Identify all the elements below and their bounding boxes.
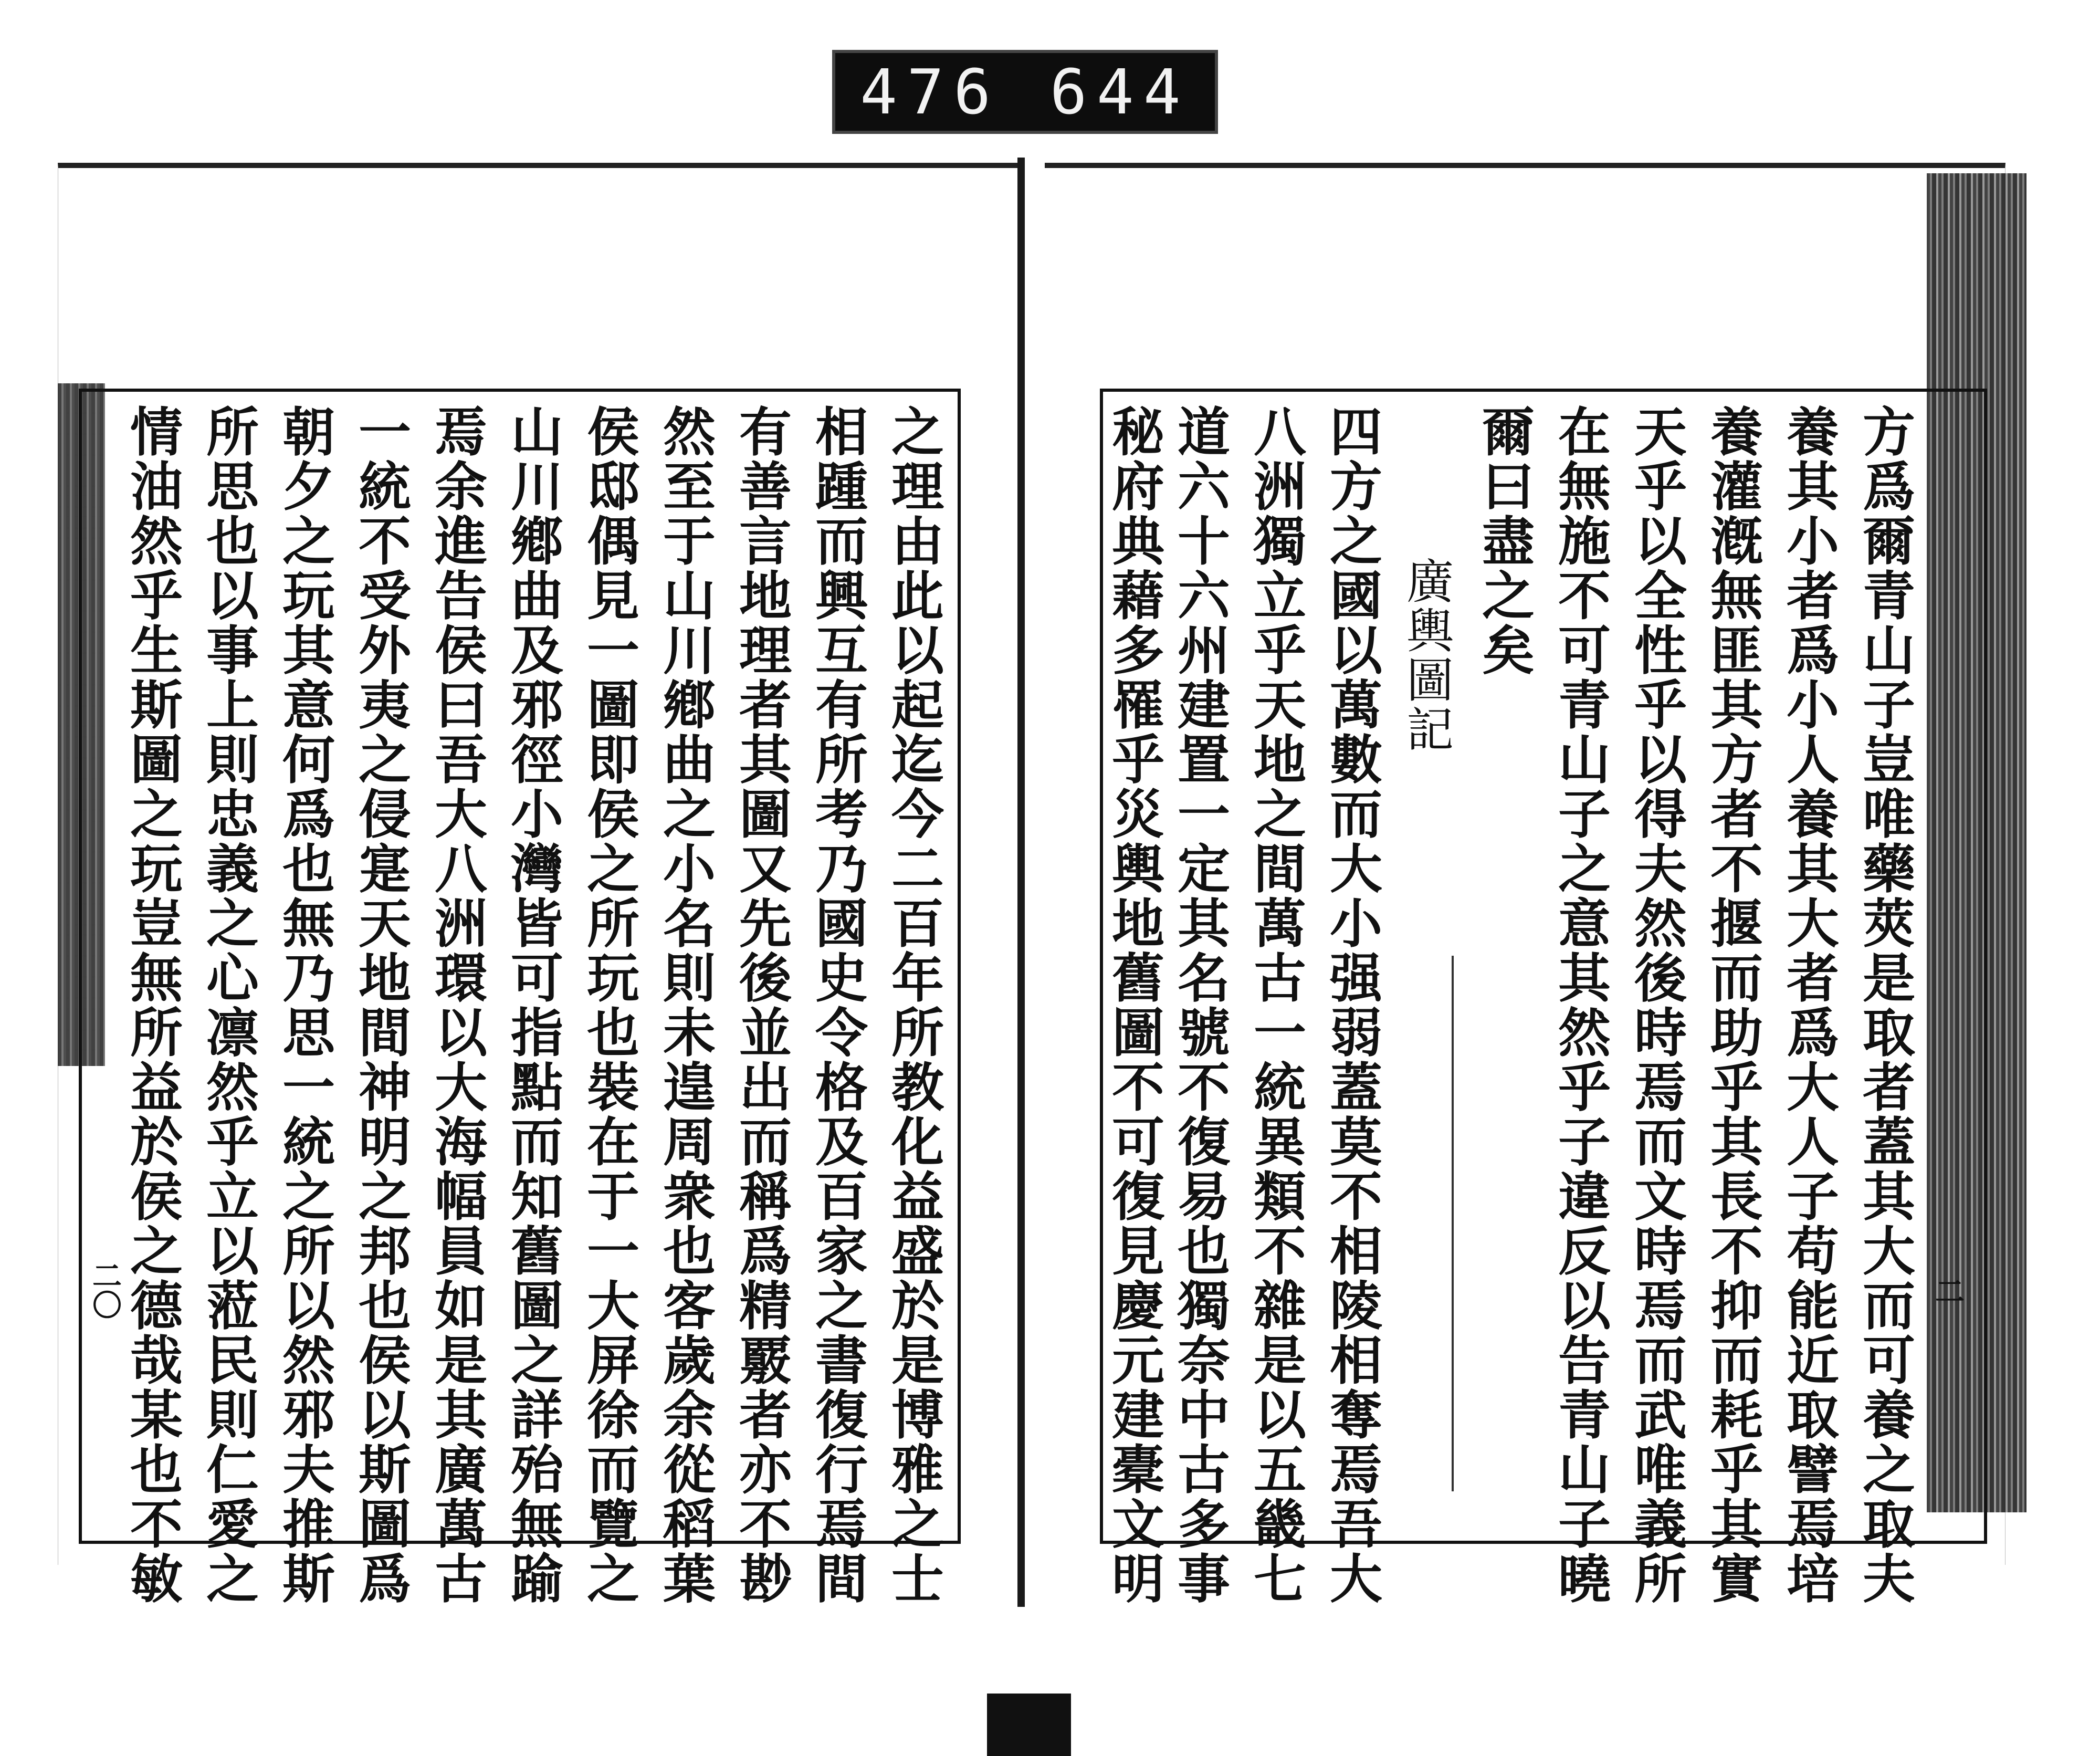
fold-mark-right: 二: [1930, 1276, 1965, 1305]
left-column-1: 之理由此以起迄今二百年所教化益盛於是博雅之士: [883, 404, 944, 1606]
left-column-10: 所思也以事上則忠義之心凛然乎立以蒞民則仁愛之: [197, 404, 259, 1606]
spine-tab: [987, 1694, 1071, 1756]
left-column-11: 情油然乎生斯圖之玩豈無所益於侯之德哉某也不敏: [121, 404, 183, 1606]
left-column-6: 山川鄕曲及邪徑小灣皆可指點而知舊圖之詳殆無踰: [502, 404, 564, 1606]
section-divider-rule: [1452, 956, 1454, 1491]
left-column-7: 焉余進告侯曰吾大八洲環以大海幅員如是其廣萬古: [426, 404, 488, 1606]
right-column-3: 養灌漑無匪其方者不揠而助乎其長不抑而耗乎其實: [1702, 404, 1763, 1606]
right-column-2: 養其小者爲小人養其大者爲大人子苟能近取譬焉培: [1778, 404, 1840, 1606]
fold-mark-left: 二〇: [88, 1260, 122, 1319]
right-column-6: 爾曰盡之矣: [1473, 404, 1535, 677]
right-column-4: 天乎以全性乎以得夫然後時焉而文時焉而武唯義所: [1625, 404, 1687, 1606]
left-column-4: 然至于山川鄕曲之小名則未遑周衆也客歲余從稻葉: [654, 404, 716, 1606]
right-column-10: 秘府典藉多罹乎災輿地舊圖不可復見慶元建橐文明: [1103, 404, 1165, 1606]
catalog-number-right: 644: [1049, 56, 1190, 128]
catalog-label: [832, 50, 1218, 134]
left-column-8: 一統不受外夷之侵寔天地間神明之邦也侯以斯圖爲: [350, 404, 412, 1606]
left-column-2: 相踵而興互有所考乃國史令格及百家之書復行焉間: [806, 404, 868, 1606]
right-column-8: 八洲獨立乎天地之間萬古一統異類不雜是以五畿七: [1245, 404, 1307, 1606]
right-column-9: 道六十六州建置一定其名號不復易也獨奈中古多事: [1169, 404, 1231, 1606]
right-column-1: 方爲爾青山子豈唯藥莢是取者蓋其大而可養之取夫: [1854, 404, 1916, 1606]
right-column-7: 四方之國以萬數而大小强弱蓋莫不相陵相奪焉吾大: [1321, 404, 1383, 1606]
section-title: 廣輿圖記: [1398, 557, 1453, 754]
left-column-5: 侯邸偶見一圖即侯之所玩也裝在于一大屏徐而覽之: [578, 404, 640, 1606]
left-column-3: 有善言地理者其圖又先後並出而稱爲精覈者亦不尠: [730, 404, 792, 1606]
right-column-5: 在無施不可青山子之意其然乎子違反以告青山子曉: [1549, 404, 1611, 1606]
catalog-number-left: 476: [860, 56, 1001, 128]
left-column-9: 朝夕之玩其意何爲也無乃思一統之所以然邪夫推斯: [274, 404, 335, 1606]
spine-line: [1017, 158, 1025, 1607]
